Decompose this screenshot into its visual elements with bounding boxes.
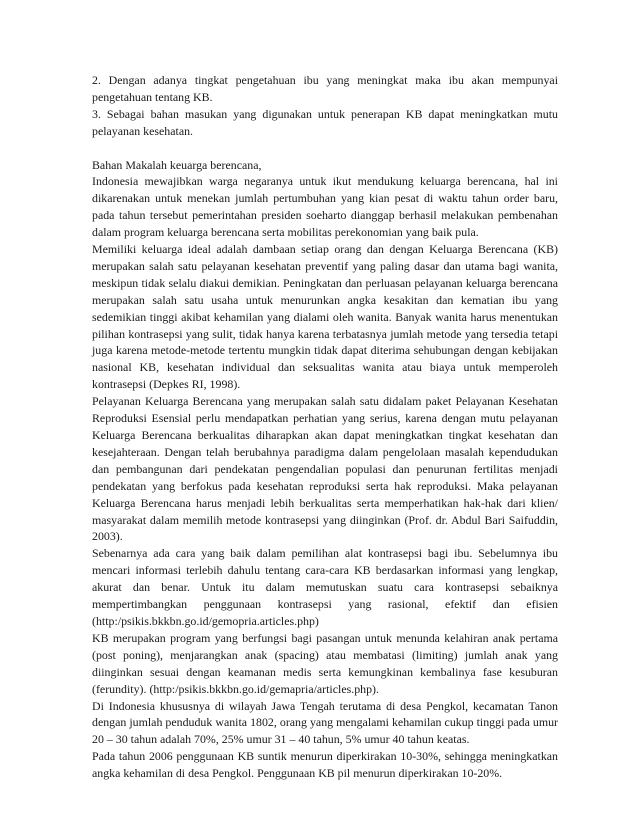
paragraph-program-kb: KB merupakan program yang berfungsi bagi pasangan untuk menunda kelahiran anak pertama (post poning), menjarangkan anak (spacing) atau membatasi (limiting) jumlah anak yang diinginkan sesuai dengan keamanan medis serta kemungkinan kembalinya fase kesuburan (ferundity). (http:/psikis.bkkbn.go.id/gemapria/articles.php). [92, 630, 558, 696]
paragraph-spacer [92, 140, 558, 157]
paragraph-pemilihan-kontrasepsi: Sebenarnya ada cara yang baik dalam pemilihan alat kontrasepsi bagi ibu. Sebelumnya ibu mencari informasi terlebih dahulu tentang cara-cara KB berdasarkan informasi yang lengkap, akurat dan benar. Untuk itu dalam memutuskan suatu cara kontrasepsi sebaiknya mempertimbangkan penggunaan kontrasepsi yang rasional, efektif dan efisien (http:/psikis.bkkbn.go.id/gemopria.articles.php) [92, 546, 558, 628]
document-page [92, 72, 558, 782]
paragraph-pelayanan-kb: Pelayanan Keluarga Berencana yang merupakan salah satu didalam paket Pelayanan Kesehatan Reproduksi Esensial perlu mendapatkan perhatian yang serius, karena dengan mutu pelayanan Keluarga Berencana berkualitas diharapkan akan dapat meningkatkan tingkat kesehatan dan kesejahteraan. Dengan telah berubahnya paradigma dalam pengelolaan masalah kependudukan dan pembangunan dari pendekatan pengendalian populasi dan penurunan fertilitas menjadi pendekatan yang berfokus pada kesehatan reproduksi serta hak reproduksi. Maka pelayanan Keluarga Berencana harus menjadi lebih berkualitas serta memperhatikan hak-hak dari klien/ masyarakat dalam memilih metode kontrasepsi yang diinginkan (Prof. dr. Abdul Bari Saifuddin, 2003). [92, 394, 558, 544]
intro-item-3: 3. Sebagai bahan masukan yang digunakan untuk penerapan KB dapat meningkatkan mutu pelayanan kesehatan. [92, 106, 558, 138]
paragraph-keluarga-ideal: Memiliki keluarga ideal adalah dambaan setiap orang dan dengan Keluarga Berencana (KB) merupakan salah satu pelayanan kesehatan preventif yang paling dasar dan utama bagi wanita, meskipun tidak selalu diakui demikian. Peningkatan dan perluasan pelayanan keluarga berencana merupakan salah satu usaha untuk menurunkan angka kesakitan dan kematian ibu yang sedemikian tinggi akibat kehamilan yang dialami oleh wanita. Banyak wanita harus menentukan pilihan kontrasepsi yang sulit, tidak hanya karena terbatasnya jumlah metode yang tersedia tetapi juga karena metode-metode tertentu mungkin tidak dapat diterima sehubungan dengan kebijakan nasional KB, kesehatan individual dan seksualitas wanita atau biaya untuk memperoleh kontrasepsi (Depkes RI, 1998). [92, 242, 558, 392]
paragraph-indonesia-kb: Indonesia mewajibkan warga negaranya untuk ikut mendukung keluarga berencana, hal ini dikarenakan untuk menekan jumlah pertumbuhan yang kian pesat di waktu tahun order baru, pada tahun tersebut pemerintahan presiden soeharto dianggap berhasil melakukan pembenahan dalam program keluarga berencana serta mobilitas perekonomian yang baik pula. [92, 174, 558, 240]
paragraph-jawa-tengah: Di Indonesia khususnya di wilayah Jawa Tengah terutama di desa Pengkol, kecamatan Tanon dengan jumlah penduduk wanita 1802, orang yang mengalami kehamilan cukup tinggi pada umur 20 – 30 tahun adalah 70%, 25% umur 31 – 40 tahun, 5% umur 40 tahun keatas. [92, 698, 558, 747]
section-title: Bahan Makalah keuarga berencana, [92, 157, 262, 172]
intro-item-2: 2. Dengan adanya tingkat pengetahuan ibu yang meningkat maka ibu akan mempunyai pengetahuan tentang KB. [92, 73, 558, 104]
paragraph-tahun-2006: Pada tahun 2006 penggunaan KB suntik menurun diperkirakan 10-30%, sehingga meningkatkan angka kehamilan di desa Pengkol. Penggunaan KB pil menurun diperkirakan 10-20%. [92, 749, 558, 781]
